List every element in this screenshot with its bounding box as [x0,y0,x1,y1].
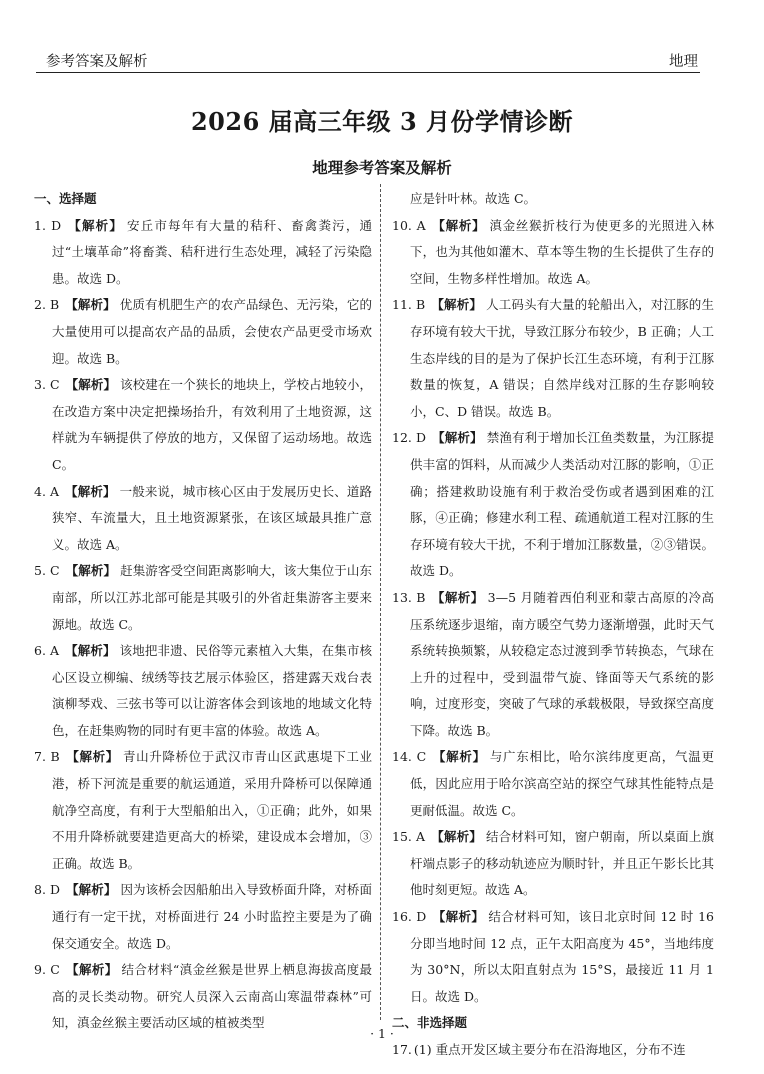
answer-item [392,213,714,293]
question-number: 15. A [392,829,426,845]
question-number: 10. A [392,217,426,233]
answer-text: 结合材料可知，该日北京时间 12 时 16 分即当地时间 12 点，正午太阳高度为 45°，当地纬度为 30°N，所以太阳直射点为 15°S，最接近 11 月 1 日。故选 D。 [410,909,715,1004]
answer-item [34,744,372,877]
page-number: · 1 · [370,1026,394,1041]
answer-text: 该校建在一个狭长的地块上，学校占地较小，在改造方案中决定把操场抬升，有效利用了土地资源，这样就为车辆提供了停放的地方，又保留了运动场地。故选 C。 [52,377,372,472]
section-heading: 一、选择题 [34,191,97,206]
question-number: 5. C [34,563,60,579]
column-divider [380,184,381,1020]
answer-text: 该地把非遗、民俗等元素植入大集，在集市核心区设立柳编、绒绣等技艺展示体验区，搭建露天戏台表演柳琴戏、三弦书等可以让游客体会到该地的地域文化特色，在赶集购物的同时有更丰富的体验。故选 A。 [52,643,372,738]
answer-continuation: 应是针叶林。故选 C。 [410,191,537,206]
analysis-tag: 【解析】 [431,829,482,845]
question-number: 16. D [392,909,427,925]
header-subject-label: 地理 [669,54,698,70]
header-rule [36,72,700,73]
analysis-tag: 【解析】 [65,483,116,499]
right-column [392,186,714,1064]
answer-text: 赶集游客受空间距离影响大，该大集位于山东南部，所以江苏北部可能是其吸引的外省赶集游客主要来源地。故选 C。 [52,563,372,632]
question-number: 17. [392,1042,412,1057]
question-number: 7. B [34,749,60,765]
question-number: 13. B [392,589,426,605]
answer-item [392,292,714,425]
answer-text: 人工码头有大量的轮船出入，对江豚的生存环境有较大干扰，导致江豚分布较少，B 正确；人工生态岸线的目的是为了保护长江生态环境，有利于江豚数量的恢复，A 错误；自然岸线对江豚的生存影响较小，C、D 错误。故选 B。 [410,297,714,419]
answer-text: (1) 重点开发区域主要分布在沿海地区，分布不连 [413,1042,686,1057]
question-number: 6. A [34,643,60,659]
answer-text: 一般来说，城市核心区由于发展历史长、道路狭窄、车流量大，且土地资源紧张，在该区域最具推广意义。故选 A。 [52,483,372,552]
answer-text: 因为该桥会因船舶出入导致桥面升降，对桥面通行有一定干扰，对桥面进行 24 小时监控主要是为了确保交通安全。故选 D。 [52,882,372,951]
analysis-tag: 【解析】 [431,217,486,233]
answer-item [392,744,714,824]
question-number: 1. D [34,217,62,233]
answer-text: 结合材料可知，窗户朝南，所以桌面上旗杆端点影子的移动轨迹应为顺时针，并且正午影长比其他时刻更短。故选 A。 [410,829,714,898]
question-number: 8. D [34,882,61,898]
question-number: 11. B [392,297,426,313]
question-number: 4. A [34,483,60,499]
page-header [36,44,700,74]
answer-item [34,558,372,638]
analysis-tag: 【解析】 [432,749,486,765]
answer-text: 结合材料“滇金丝猴是世界上栖息海拔高度最高的灵长类动物。研究人员深入云南高山寒温带森林”可知，滇金丝猴主要活动区域的植被类型 [52,962,372,1031]
answer-item [392,425,714,585]
answer-text: 3—5 月随着西伯利亚和蒙古高原的冷高压系统逐步退缩，南方暖空气势力逐渐增强，此时天气系统转换频繁，从较稳定态过渡到季节转换态，气球在上升的过程中，受到温带气旋、锋面等天气系统的影响，过度形变，突破了气球的承载极限，导致探空高度下降。故选 B。 [410,589,714,738]
analysis-tag: 【解析】 [65,962,118,978]
question-number: 2. B [34,297,60,313]
answer-item [392,585,714,745]
analysis-tag: 【解析】 [65,563,117,579]
answer-text: 与广东相比，哈尔滨纬度更高，气温更低，因此应用于哈尔滨高空站的探空气球其性能特点是更耐低温。故选 C。 [410,749,714,818]
header-left-label: 参考答案及解析 [46,54,148,70]
question-number: 14. C [392,749,427,765]
left-column [34,186,372,1037]
analysis-tag: 【解析】 [66,882,117,898]
analysis-tag: 【解析】 [65,377,117,393]
answer-item [34,213,372,293]
answer-text: 安丘市每年有大量的秸秆、畜禽粪污，通过“土壤革命”将畜粪、秸秆进行生态处理，减轻了污染隐患。故选 D。 [52,217,372,286]
analysis-tag: 【解析】 [432,909,485,925]
answer-item [34,638,372,744]
answer-item [34,877,372,957]
answer-item [34,292,372,372]
document-title: 2026 届高三年级 3 月份学情诊断 [190,107,574,136]
analysis-tag: 【解析】 [65,297,116,313]
answer-item [392,904,714,1010]
answer-item [34,372,372,478]
analysis-tag: 【解析】 [65,643,116,659]
analysis-tag: 【解析】 [67,217,123,233]
question-number: 9. C [34,962,60,978]
analysis-tag: 【解析】 [65,749,119,765]
answer-text: 青山升降桥位于武汉市青山区武惠堤下工业港，桥下河流是重要的航运通道，采用升降桥可以保障通航净空高度，有利于大型船舶出入，①正确；此外，如果不用升降桥就要建造更高大的桥梁，建设成本会增加，③正确。故选 B。 [52,749,372,871]
answer-item [34,479,372,559]
question-number: 3. C [34,377,60,393]
question-number: 12. D [392,430,427,446]
analysis-tag: 【解析】 [431,297,483,313]
section-heading: 二、非选择题 [392,1015,468,1031]
analysis-tag: 【解析】 [432,430,483,446]
answer-text: 禁渔有利于增加长江鱼类数量，为江豚提供丰富的饵料，从而减少人类活动对江豚的影响，①正确；搭建救助设施有利于救治受伤或者遇到困难的江豚，④正确；修建水利工程、疏通航道工程对江豚的生存环境有较大干扰，不利于增加江豚数量，②③错误。故选 D。 [410,430,714,579]
document-subtitle: 地理参考答案及解析 [312,159,452,177]
answer-text: 优质有机肥生产的农产品绿色、无污染，它的大量使用可以提高农产品的品质，会使农产品更受市场欢迎。故选 B。 [52,297,372,366]
analysis-tag: 【解析】 [431,589,484,605]
answer-text: 滇金丝猴折枝行为使更多的光照进入林下，也为其他如灌木、草本等生物的生长提供了生存的空间，生物多样性增加。故选 A。 [410,217,714,286]
answer-item [392,824,714,904]
